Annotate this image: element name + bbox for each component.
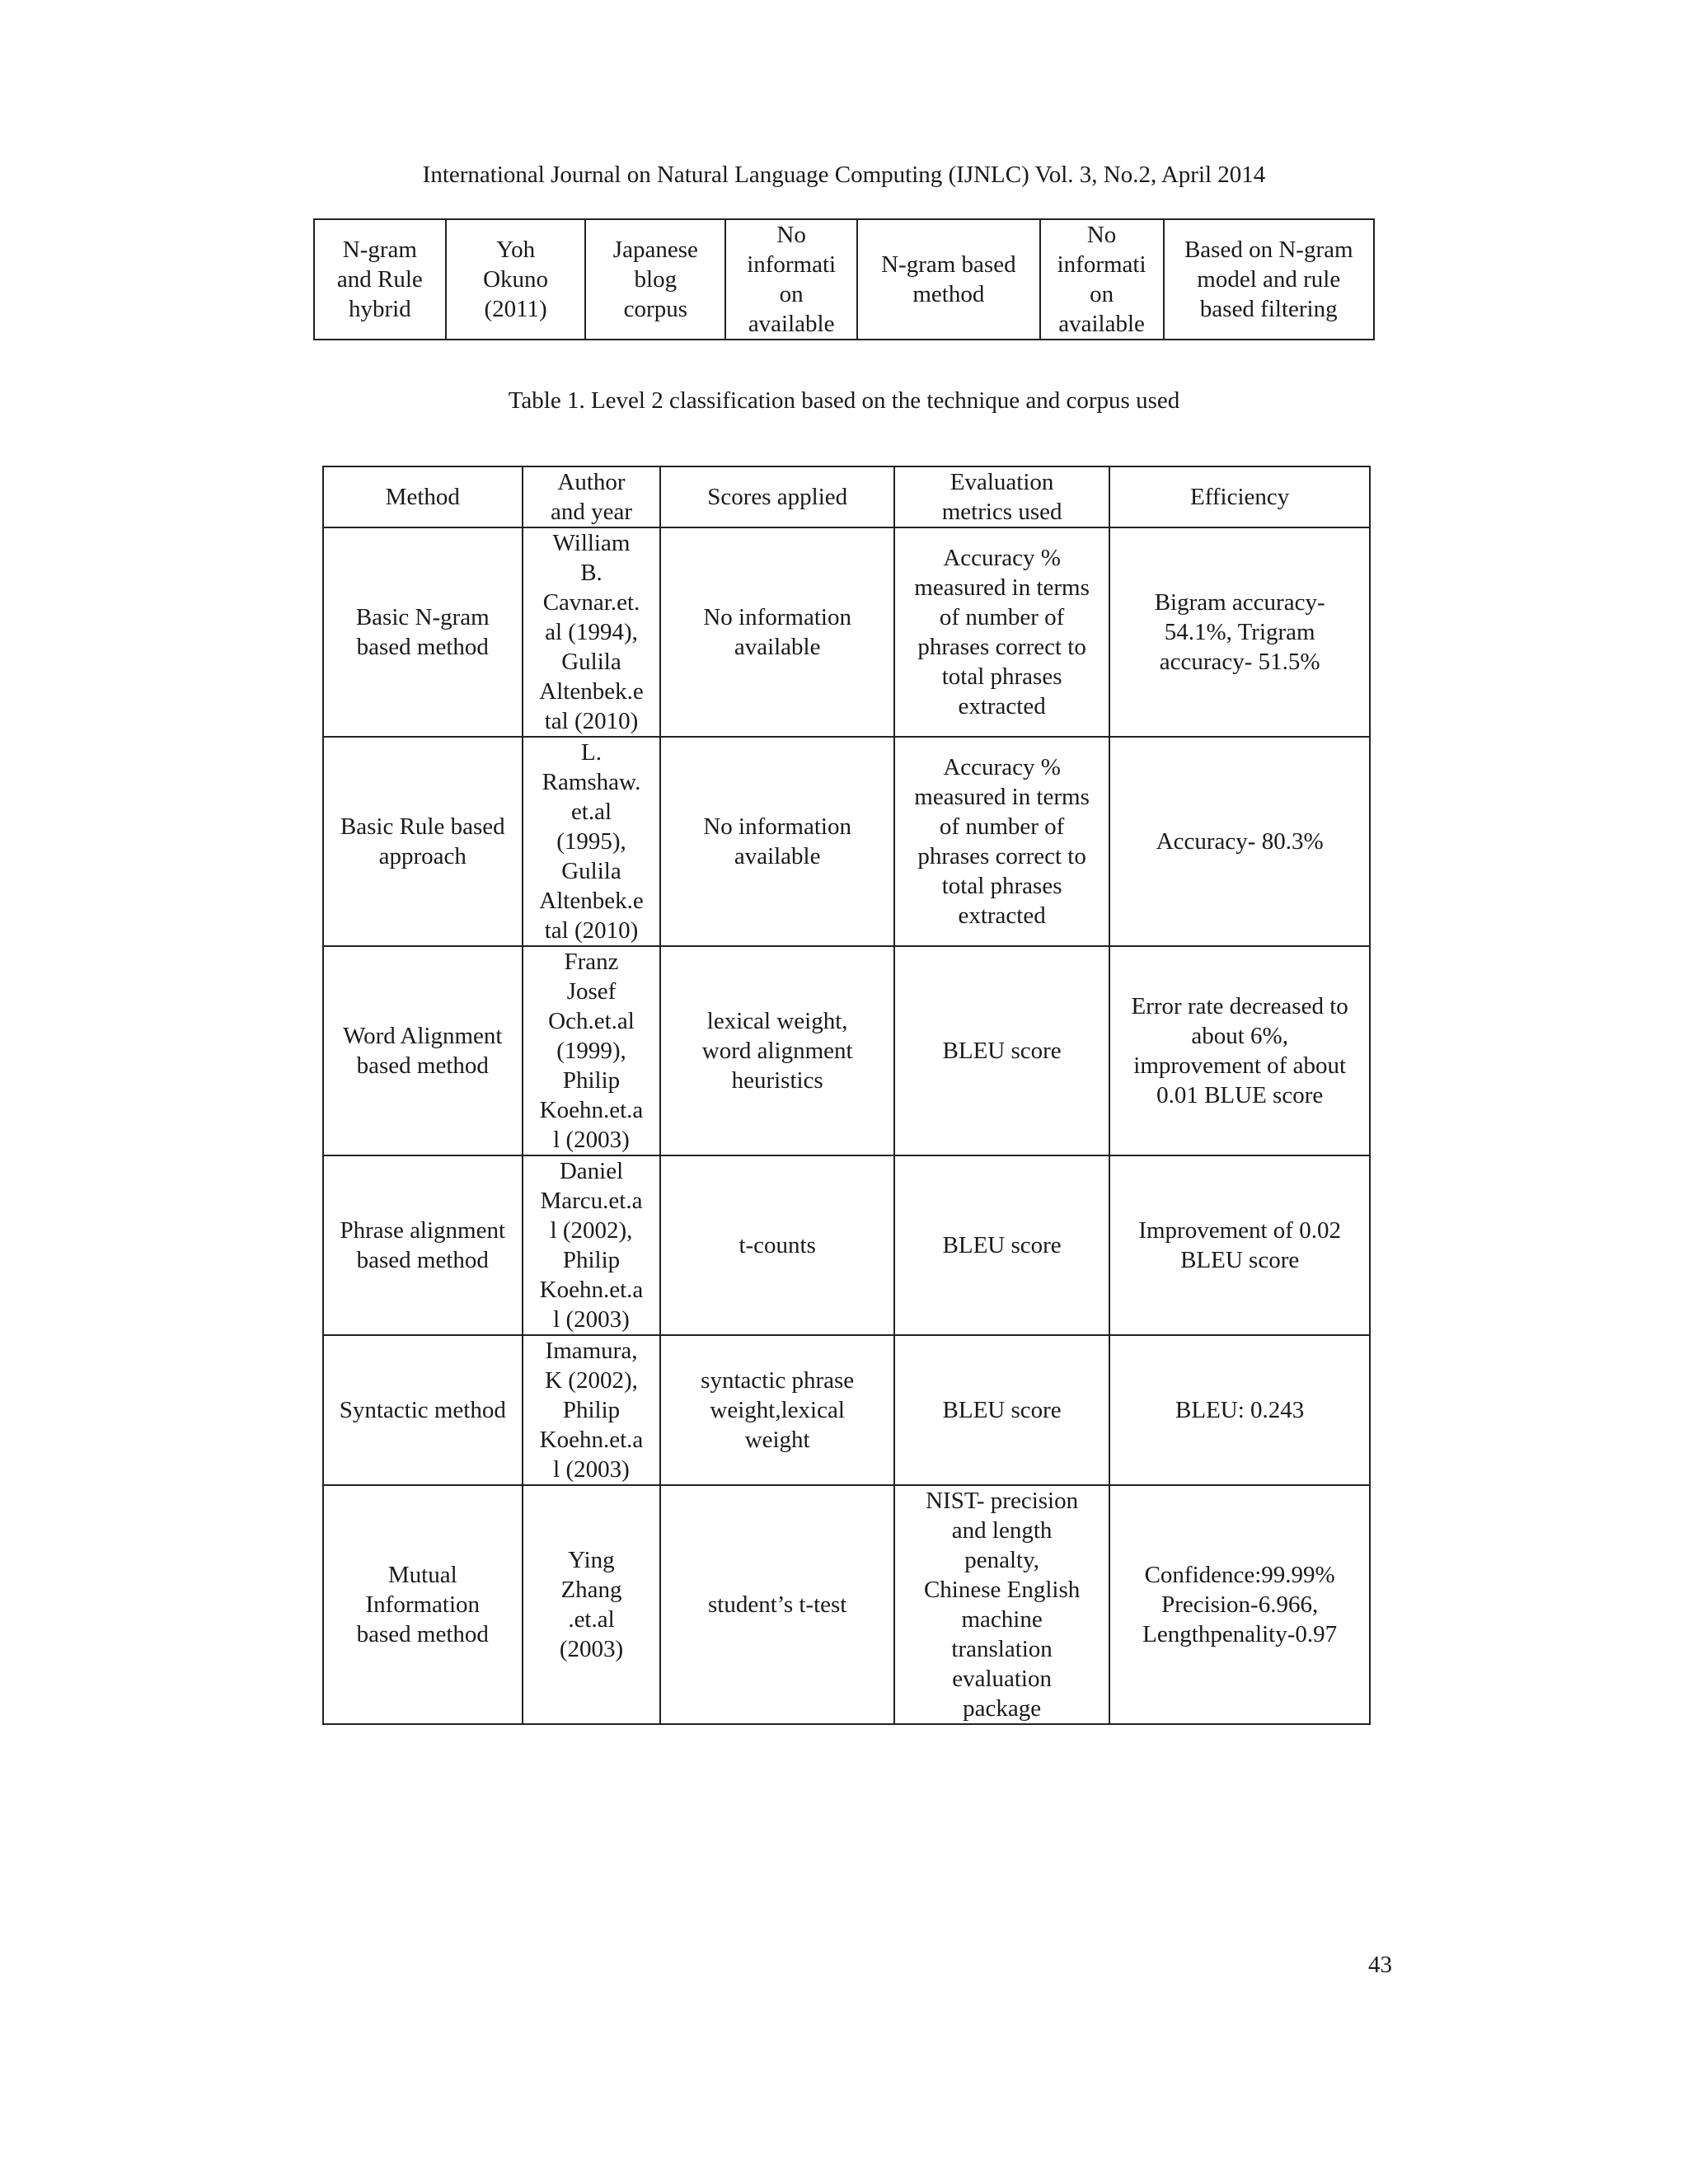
table-cell: Basic N-gram based method [323, 527, 523, 737]
table-cell: BLEU score [894, 946, 1109, 1155]
table-cell: Franz Josef Och.et.al (1999), Philip Koehn.et.a l (2003) [523, 946, 661, 1155]
table-row [323, 1155, 1370, 1335]
table-cell: syntactic phrase weight,lexical weight [660, 1335, 893, 1485]
table-cell: student’s t-test [660, 1485, 893, 1724]
table-cell: N-gram based method [857, 219, 1040, 340]
table-caption: Table 1. Level 2 classification based on the technique and corpus used [508, 387, 1180, 414]
column-header: Efficiency [1109, 466, 1370, 527]
table-cell: Syntactic method [323, 1335, 523, 1485]
column-header: Method [323, 466, 523, 527]
column-header: Evaluation metrics used [894, 466, 1109, 527]
table-cell: Accuracy % measured in terms of number of phrases correct to total phrases extracted [894, 527, 1109, 737]
table-cell: Daniel Marcu.et.a l (2002), Philip Koehn.et.a l (2003) [523, 1155, 661, 1335]
table-cell: BLEU score [894, 1155, 1109, 1335]
table-cell: No informati on available [725, 219, 857, 340]
table-cell: Yoh Okuno (2011) [446, 219, 586, 340]
table-cell: Confidence:99.99% Precision-6.966, Lengthpenality-0.97 [1109, 1485, 1370, 1724]
table-row [323, 1335, 1370, 1485]
table-row [323, 1485, 1370, 1724]
table-cell: Error rate decreased to about 6%, improvement of about 0.01 BLUE score [1109, 946, 1370, 1155]
table-cell: Accuracy- 80.3% [1109, 737, 1370, 946]
table-cell: Improvement of 0.02 BLEU score [1109, 1155, 1370, 1335]
classification-table [322, 466, 1371, 1725]
table-cell: Japanese blog corpus [585, 219, 725, 340]
table-cell: Based on N-gram model and rule based filtering [1164, 219, 1374, 340]
page-number: 43 [1368, 1952, 1392, 1978]
table-row [323, 527, 1370, 737]
table-cell: Ying Zhang .et.al (2003) [523, 1485, 661, 1724]
table-cell: Accuracy % measured in terms of number of phrases correct to total phrases extracted [894, 737, 1109, 946]
table-cell: No information available [660, 737, 893, 946]
table-cell: BLEU: 0.243 [1109, 1335, 1370, 1485]
table-row [323, 946, 1370, 1155]
column-header: Scores applied [660, 466, 893, 527]
table-cell: lexical weight, word alignment heuristics [660, 946, 893, 1155]
table-cell: N-gram and Rule hybrid [314, 219, 446, 340]
table-cell: Basic Rule based approach [323, 737, 523, 946]
table-header-row [323, 466, 1370, 527]
table-cell: L. Ramshaw. et.al (1995), Gulila Altenbek.e tal (2010) [523, 737, 661, 946]
table-cell: No informati on available [1040, 219, 1164, 340]
table-cell: William B. Cavnar.et. al (1994), Gulila Altenbek.e tal (2010) [523, 527, 661, 737]
table-cell: Imamura, K (2002), Philip Koehn.et.a l (2003) [523, 1335, 661, 1485]
table-cell: BLEU score [894, 1335, 1109, 1485]
table-cell: Phrase alignment based method [323, 1155, 523, 1335]
table-cell: Bigram accuracy- 54.1%, Trigram accuracy- 51.5% [1109, 527, 1370, 737]
table-row [323, 737, 1370, 946]
running-header: International Journal on Natural Language Computing (IJNLC) Vol. 3, No.2, April 2014 [422, 162, 1266, 188]
table-cell: Word Alignment based method [323, 946, 523, 1155]
table-cell: t-counts [660, 1155, 893, 1335]
column-header: Author and year [523, 466, 661, 527]
table-cell: NIST- precision and length penalty, Chinese English machine translation evaluation package [894, 1485, 1109, 1724]
table-cell: No information available [660, 527, 893, 737]
continued-table [313, 218, 1375, 340]
table-row [314, 219, 1374, 340]
table-cell: Mutual Information based method [323, 1485, 523, 1724]
